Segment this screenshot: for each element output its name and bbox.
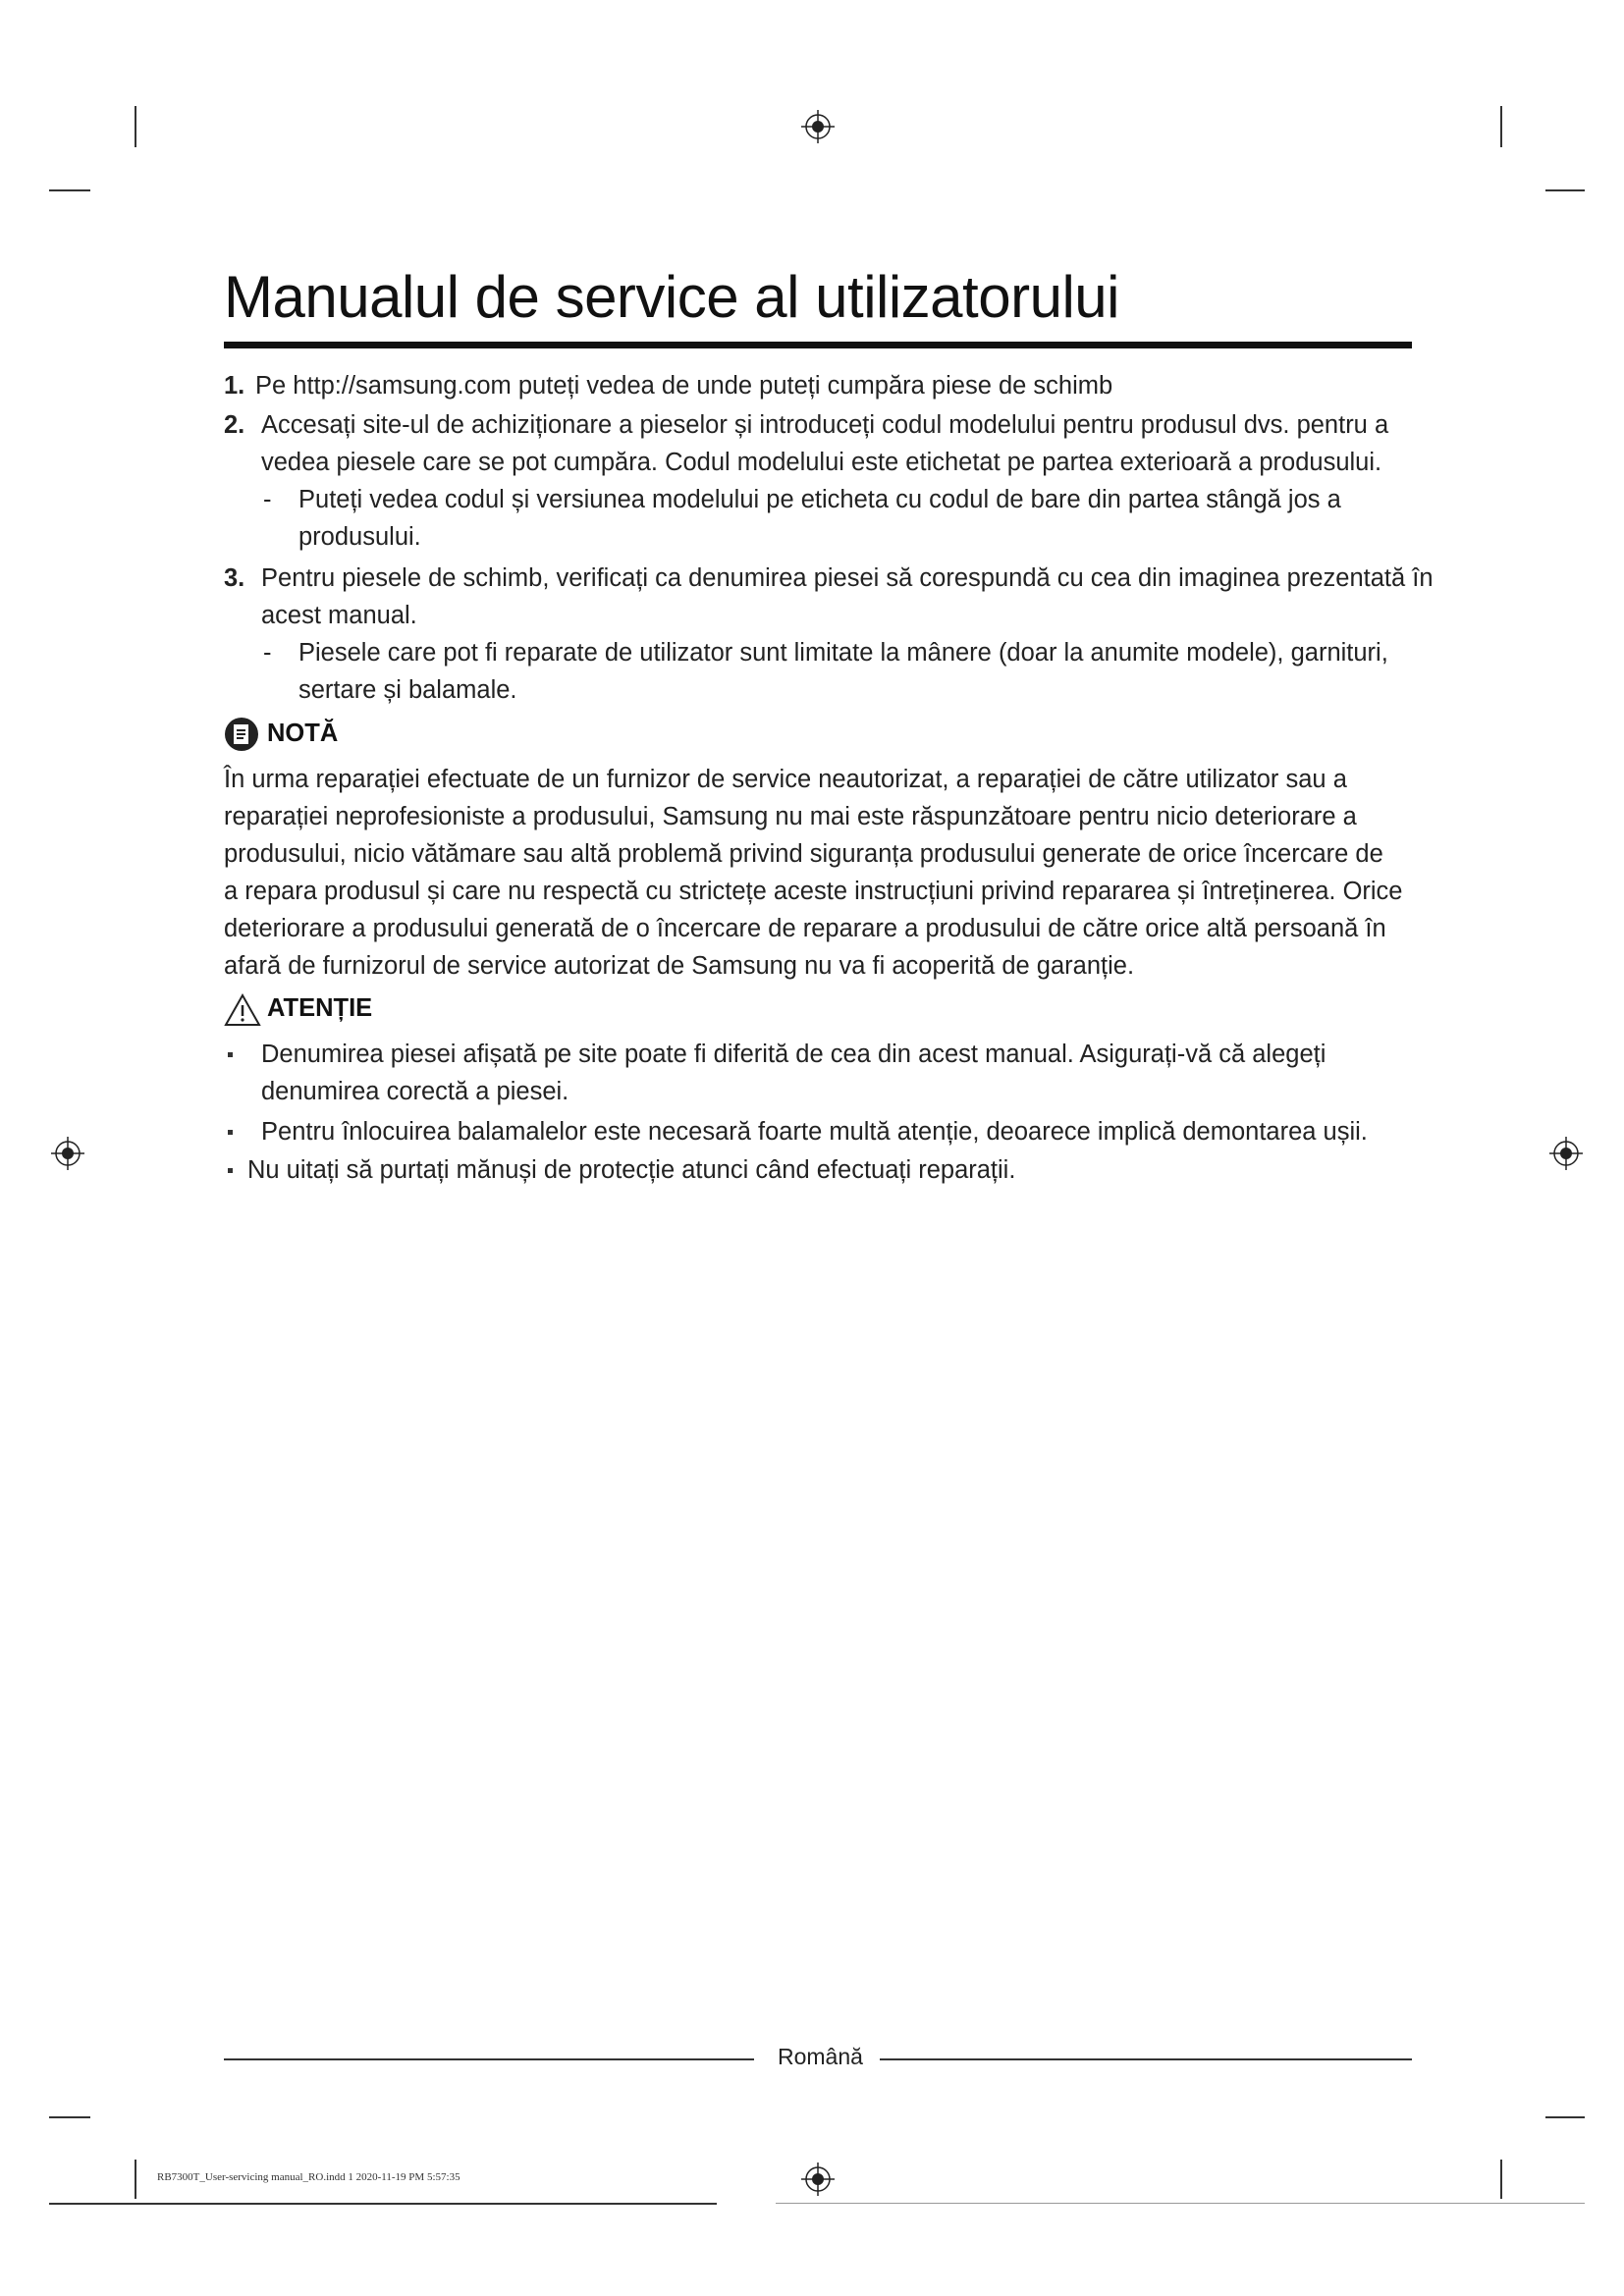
caution-heading: ATENȚIE (267, 994, 373, 1022)
bullet-marker (228, 1130, 233, 1135)
bullet-marker (228, 1168, 233, 1173)
footer-rule-right (880, 2058, 1412, 2060)
sub-dash: - (263, 486, 272, 513)
footer-language: Română (778, 2044, 863, 2069)
crop-mark (49, 189, 90, 191)
step-text: Accesați site-ul de achiziționare a pieselor și introduceți codul modelului pentru produsul dvs. pentru a (261, 411, 1389, 439)
bullet-text: Pentru înlocuirea balamalelor este necesară foarte multă atenție, deoarece implică demontarea ușii. (261, 1118, 1368, 1146)
sub-text: Puteți vedea codul și versiunea modelului pe eticheta cu codul de bare din partea stângă jos a (298, 486, 1341, 513)
registration-mark-icon (1549, 1137, 1583, 1170)
step-text: Pe http://samsung.com puteți vedea de unde puteți cumpăra piese de schimb (255, 372, 1113, 400)
registration-mark-icon (51, 1137, 84, 1170)
warning-icon (224, 993, 261, 1027)
registration-mark-icon (801, 110, 835, 143)
crop-mark (49, 2116, 90, 2118)
crop-mark (1500, 106, 1502, 147)
note-heading: NOTĂ (267, 720, 339, 747)
registration-mark-icon (801, 2163, 835, 2196)
note-line: produsului, nicio vătămare sau altă problemă privind siguranța produsului generate de orice încercare de (224, 840, 1383, 868)
sub-text: Piesele care pot fi reparate de utilizator sunt limitate la mânere (doar la anumite modele), garnituri, (298, 639, 1388, 667)
crop-mark (1545, 2116, 1585, 2118)
step-text: Pentru piesele de schimb, verificați ca denumirea piesei să corespundă cu cea din imaginea prezentată în (261, 564, 1434, 592)
title-underline (224, 342, 1412, 348)
bullet-marker (228, 1052, 233, 1057)
step-number: 1. (224, 372, 245, 400)
sub-dash: - (263, 639, 272, 667)
slug-rule (49, 2203, 717, 2205)
note-line: a repara produsul și care nu respectă cu strictețe aceste instrucțiuni privind repararea și întreținerea. Orice (224, 878, 1403, 905)
page-title: Manualul de service al utilizatorului (224, 264, 1119, 330)
footer-rule-left (224, 2058, 754, 2060)
step-number: 3. (224, 564, 245, 592)
step-text: acest manual. (261, 602, 417, 629)
slug-rule (776, 2203, 1585, 2204)
crop-mark (135, 2160, 136, 2199)
crop-mark (1545, 189, 1585, 191)
sub-text: produsului. (298, 523, 421, 551)
bullet-text: denumirea corectă a piesei. (261, 1078, 569, 1105)
step-text: vedea piesele care se pot cumpăra. Codul modelului este etichetat pe partea exterioară a produsului. (261, 449, 1382, 476)
step-number: 2. (224, 411, 245, 439)
note-line: În urma reparației efectuate de un furnizor de service neautorizat, a reparației de către utilizator sau a (224, 766, 1347, 793)
note-paragraph (224, 761, 1412, 985)
bullet-text: Denumirea piesei afișată pe site poate fi diferită de cea din acest manual. Asigurați-vă că alegeți (261, 1041, 1326, 1068)
note-line: deteriorare a produsului generată de o încercare de reparare a produsului de către orice altă persoană în (224, 915, 1386, 942)
note-line: reparației neprofesioniste a produsului, Samsung nu mai este răspunzătoare pentru nicio deteriorare a (224, 803, 1357, 830)
note-line: afară de furnizorul de service autorizat de Samsung nu va fi acoperită de garanție. (224, 952, 1135, 980)
sub-text: sertare și balamale. (298, 676, 517, 704)
print-slug: RB7300T_User-servicing manual_RO.indd 1 2020-11-19 PM 5:57:35 (157, 2171, 460, 2183)
note-icon (224, 717, 259, 752)
crop-mark (1500, 2160, 1502, 2199)
bullet-text: Nu uitați să purtați mănuși de protecție atunci când efectuați reparații. (247, 1156, 1016, 1184)
crop-mark (135, 106, 136, 147)
